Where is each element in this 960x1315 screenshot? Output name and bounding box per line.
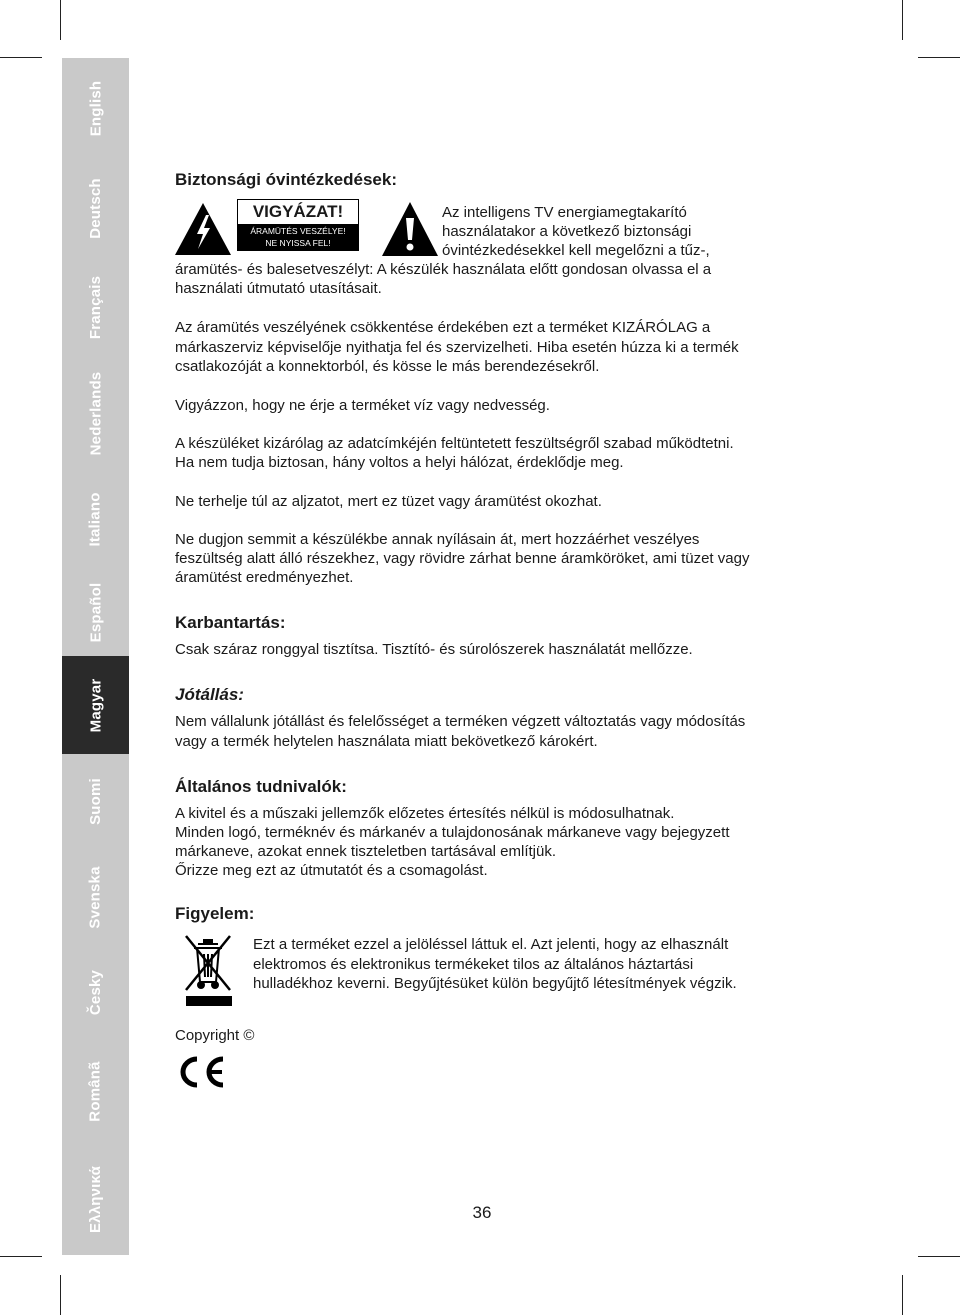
- safety-paragraph-line: Ha nem tudja biztosan, hány voltos a helyi hálózat, érdeklődje meg.: [175, 454, 624, 471]
- crop-mark: [918, 1256, 960, 1257]
- tab-romana[interactable]: [62, 1038, 129, 1144]
- general-line: A kivitel és a műszaki jellemzők előzetes értesítés nélkül is módosulhatnak.: [175, 805, 675, 822]
- tab-label: Česky: [86, 969, 104, 1015]
- tab-label: Français: [87, 275, 104, 339]
- warning-label: [237, 199, 359, 251]
- safety-paragraph-line: Vigyázzon, hogy ne érje a terméket víz vagy nedvesség.: [175, 397, 550, 414]
- safety-paragraph-line: feszültség alatt álló részekhez, vagy rövidre zárhat benne áramköröket, ami tüzet vagy: [175, 550, 750, 567]
- tab-suomi[interactable]: [62, 754, 129, 848]
- safety-paragraph-line: Ne terhelje túl az aljzatot, mert ez tüzet vagy áramütést okozhat.: [175, 493, 602, 510]
- tab-label: Nederlands: [87, 371, 105, 455]
- crop-mark: [902, 1275, 903, 1315]
- tab-cesky[interactable]: [62, 946, 129, 1038]
- tab-label: Magyar: [86, 678, 104, 732]
- copyright-text: Copyright ©: [175, 1027, 255, 1044]
- tab-label: Ελληνικά: [87, 1165, 104, 1234]
- tab-label: Românã: [86, 1060, 104, 1122]
- lightning-triangle-icon: [173, 201, 233, 257]
- tab-deutsch[interactable]: [62, 158, 129, 258]
- intro-line: áramütés- és balesetveszélyt: A készülék használata előtt gondosan olvassa el a: [175, 261, 712, 278]
- warranty-line: Nem vállalunk jótállást és felelősséget a terméken végzett változtatás vagy módosítás: [175, 713, 746, 730]
- safety-paragraph-line: A készüléket kizárólag az adatcímkéjén feltüntetett feszültségről szabad működtetni.: [175, 435, 734, 452]
- general-line: Őrizze meg ezt az útmutatót és a csomagolást.: [175, 862, 488, 879]
- intro-line: Az intelligens TV energiamegtakarító: [442, 204, 687, 221]
- crop-mark: [0, 57, 42, 58]
- warning-line-2: NE NYISSA FEL!: [265, 238, 331, 248]
- general-line: márkaneve, azokat ennek tiszteletben tartásával említjük.: [175, 843, 557, 860]
- tab-greek[interactable]: [62, 1144, 129, 1255]
- tab-italiano[interactable]: [62, 470, 129, 568]
- exclamation-triangle-icon: [380, 200, 440, 258]
- tab-francais[interactable]: [62, 258, 129, 356]
- tab-label: English: [86, 80, 104, 136]
- tab-espanol[interactable]: [62, 568, 129, 656]
- general-line: Minden logó, terméknév és márkanév a tulajdonosának márkaneve vagy bejegyzett: [175, 824, 730, 841]
- ce-mark-icon: [175, 1054, 227, 1090]
- tab-label: Suomi: [87, 777, 104, 825]
- crop-mark: [918, 57, 960, 58]
- tab-label: Deutsch: [87, 177, 104, 239]
- tab-label: Español: [87, 582, 104, 642]
- general-heading: Általános tudnivalók:: [175, 777, 347, 796]
- tab-label: Italiano: [86, 491, 104, 547]
- crop-mark: [0, 1256, 42, 1257]
- warranty-line: vagy a termék helytelen használata miatt bekövetkező károkért.: [175, 733, 598, 750]
- safety-paragraph-line: Ne dugjon semmit a készülékbe annak nyílásain át, mert hozzáérhet veszélyes: [175, 531, 700, 548]
- safety-paragraph-line: áramütést eredményezhet.: [175, 569, 354, 586]
- maintenance-text: Csak száraz ronggyal tisztítsa. Tisztító- és súrolószerek használatát mellőzze.: [175, 641, 693, 658]
- warranty-heading: Jótállás:: [175, 685, 244, 704]
- page-number: 36: [472, 1203, 492, 1222]
- crop-mark: [60, 0, 61, 40]
- crossed-bin-icon: [178, 932, 238, 1010]
- tab-english[interactable]: [62, 58, 129, 158]
- attention-line: Ezt a terméket ezzel a jelöléssel láttuk el. Azt jelenti, hogy az elhasznált: [253, 936, 729, 953]
- language-sidebar: [62, 58, 129, 1255]
- maintenance-heading: Karbantartás:: [175, 613, 286, 632]
- warning-subtext: [238, 224, 358, 250]
- crop-mark: [902, 0, 903, 40]
- safety-paragraph-line: csatlakozóját a konnektorból, és kösse le más berendezésekről.: [175, 358, 600, 375]
- safety-paragraph-line: márkaszerviz képviselője nyithatja fel és szervizelheti. Hiba esetén húzza ki a termék: [175, 339, 739, 356]
- intro-line: használatakor a következő biztonsági: [442, 223, 692, 240]
- attention-line: hulladékhoz keverni. Begyűjtésüket külön begyűjtő létesítmények végzik.: [253, 975, 737, 992]
- attention-line: elektromos és elektronikus termékeket tilos az általános háztartási: [253, 956, 694, 973]
- warning-line-1: ÁRAMÜTÉS VESZÉLYE!: [250, 226, 346, 236]
- warning-title: VIGYÁZAT!: [252, 202, 344, 221]
- intro-line: óvintézkedésekkel kell megelőzni a tűz-,: [442, 242, 710, 259]
- safety-heading: Biztonsági óvintézkedések:: [175, 170, 398, 189]
- crop-mark: [60, 1275, 61, 1315]
- tab-nederlands[interactable]: [62, 356, 129, 470]
- attention-heading: Figyelem:: [175, 904, 255, 923]
- intro-line: használati útmutató utasításait.: [175, 280, 382, 297]
- tab-svenska[interactable]: [62, 848, 129, 946]
- tab-label: Svenska: [87, 865, 104, 929]
- safety-paragraph-line: Az áramütés veszélyének csökkentése érdekében ezt a terméket KIZÁRÓLAG a: [175, 319, 711, 336]
- tab-magyar[interactable]: [62, 656, 129, 754]
